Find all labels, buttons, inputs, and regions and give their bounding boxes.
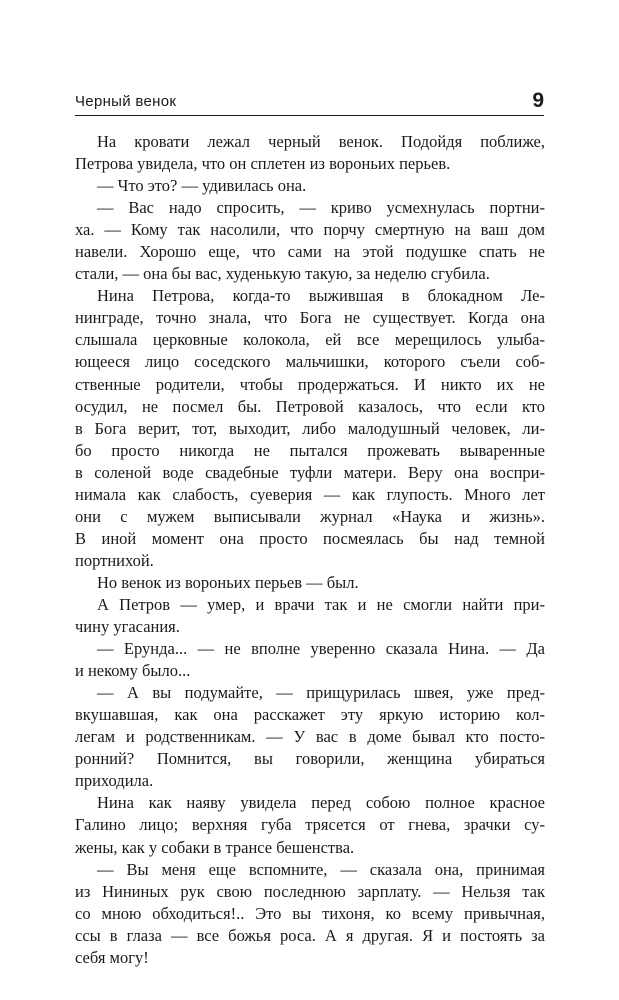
text-line: себя могу! [75, 947, 149, 967]
text-line: чину угасания. [75, 617, 180, 637]
text-line: — Ерунда... — не вполне уверенно сказала Нина. — Да [97, 639, 545, 659]
text-line: — Вы меня еще вспомните, — сказала она, принимая [97, 859, 545, 879]
text-line: со мною обходиться!.. Это вы тихоня, ко всему привычная, [75, 903, 545, 923]
text-line: они с мужем выписывали журнал «Наука и жизнь». [75, 506, 545, 526]
text-line: Нина как наяву увидела перед собою полное красное [97, 793, 545, 813]
text-line: ссы в глаза — все божья роса. А я другая. Я и постоять за [75, 925, 545, 945]
text-line: ющееся лицо соседского мальчишки, которого съели соб- [75, 352, 545, 372]
text-line: –– Что это? –– удивилась она. [97, 176, 307, 196]
running-title: Черный венок [75, 93, 177, 110]
text-line: Петрова увидела, что он сплетен из вороньих перьев. [75, 154, 451, 174]
text-line: нимала как слабость, суеверия — как глупость. Много лет [75, 484, 545, 504]
text-line: — А вы подумайте, — прищурилась швея, уже пред- [97, 683, 545, 703]
text-line: слышала церковные колокола, ей все мерещилось улыба- [75, 330, 545, 350]
text-line: стали, — она бы вас, худенькую такую, за неделю сгубила. [75, 264, 490, 284]
text-line: и некому было... [75, 661, 191, 681]
text-line: в соленой воде свадебные туфли матери. Веру она воспри- [75, 462, 545, 482]
page-header [75, 88, 544, 116]
text-line: ронний? Помнится, вы говорили, женщина убираться [75, 749, 545, 769]
text-line: навели. Хорошо еще, что сами на этой подушке спать не [75, 242, 545, 262]
text-line: — Вас надо спросить, — криво усмехнулась портни- [97, 198, 545, 218]
text-line: Но венок из вороньих перьев –– был. [97, 572, 359, 592]
header-rule [75, 115, 544, 116]
text-line: приходила. [75, 771, 154, 791]
text-line: портнихой. [75, 550, 154, 570]
text-line: Галино лицо; верхняя губа трясется от гнева, зрачки су- [75, 815, 545, 835]
text-line: нинграде, точно знала, что Бога не существует. Когда она [75, 308, 545, 328]
page-number: 9 [532, 89, 544, 112]
text-line: ха. — Кому так насолили, что порчу смертную на ваш дом [75, 220, 545, 240]
text-line: ственные родители, чтобы продержаться. И никто их не [75, 374, 545, 394]
text-line: осудил, не посмел бы. Петровой казалось, что если кто [75, 396, 545, 416]
text-line: из Нининых рук свою последнюю зарплату. — Нельзя так [75, 881, 545, 901]
text-line: бо просто никогда не пытался прожевать вываренные [75, 440, 545, 460]
text-line: легам и родственникам. — У вас в доме бывал кто посто- [75, 727, 545, 747]
text-line: в Бога верит, тот, выходит, либо малодушный человек, ли- [75, 418, 545, 438]
text-line: жены, как у собаки в трансе бешенства. [75, 837, 355, 857]
text-line: вкушавшая, как она расскажет эту яркую историю кол- [75, 705, 545, 725]
text-line: Нина Петрова, когда-то выжившая в блокадном Ле- [97, 286, 545, 306]
text-line: А Петров — умер, и врачи так и не смогли найти при- [97, 594, 545, 614]
text-line: В иной момент она просто посмеялась бы над темной [75, 528, 545, 548]
text-line: На кровати лежал черный венок. Подойдя поближе, [97, 132, 545, 151]
body-text [75, 131, 545, 969]
